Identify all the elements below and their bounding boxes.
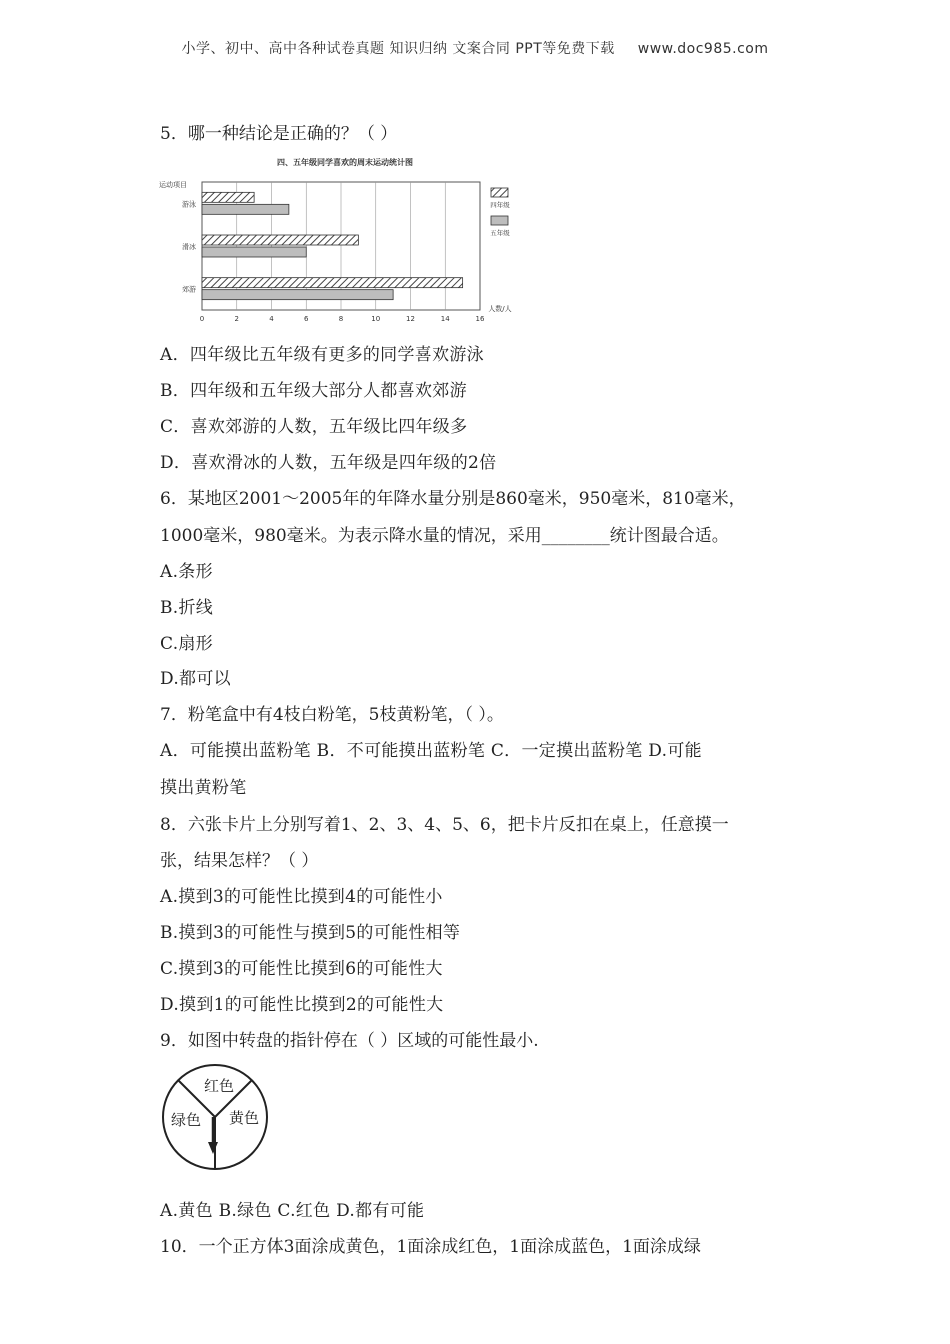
q6-stem-line1: 6．某地区2001～2005年的年降水量分别是860毫米，950毫米，810毫米， [160, 489, 746, 509]
spinner-label-red: 红色 [203, 1077, 235, 1095]
q8-option-b: B.摸到3的可能性与摸到5的可能性相等 [160, 923, 461, 943]
q5-option-b: B．四年级和五年级大部分人都喜欢郊游 [160, 381, 467, 401]
q9-options: A.黄色 B.绿色 C.红色 D.都有可能 [160, 1201, 425, 1221]
q5-option-d: D．喜欢滑冰的人数，五年级是四年级的2倍 [160, 453, 497, 473]
legend-label-grade4: 四年级 [490, 201, 510, 209]
bar-grade4 [202, 278, 463, 288]
legend-label-grade5: 五年级 [490, 229, 510, 237]
bar-grade5 [202, 204, 289, 214]
category-label: 游泳 [182, 200, 196, 209]
spinner-label-yellow: 黄色 [228, 1109, 260, 1127]
q8-option-d: D.摸到1的可能性比摸到2的可能性大 [160, 995, 444, 1015]
header-url[interactable]: www.doc985.com [637, 41, 769, 57]
sports-bar-chart [155, 152, 535, 332]
x-tick-label: 14 [440, 315, 450, 323]
q5-option-a: A．四年级比五年级有更多的同学喜欢游泳 [160, 345, 484, 365]
q6-option-c: C.扇形 [160, 634, 214, 654]
q6-option-a: A.条形 [160, 562, 213, 582]
bar-grade4 [202, 235, 358, 245]
category-label: 郊游 [182, 285, 196, 294]
q6-option-b: B.折线 [160, 598, 214, 618]
q6-stem-line2: 1000毫米，980毫米。为表示降水量的情况，采用________统计图最合适。 [160, 526, 729, 546]
category-label: 滑冰 [182, 243, 196, 251]
x-tick-label: 12 [406, 315, 415, 323]
x-tick-label: 0 [199, 315, 205, 323]
spinner-label-green: 绿色 [170, 1111, 202, 1129]
q8-stem-line2: 张，结果怎样？（ ） [160, 851, 319, 871]
spinner-figure [158, 1062, 274, 1172]
q5-option-c: C．喜欢郊游的人数，五年级比四年级多 [160, 417, 468, 437]
q8-option-c: C.摸到3的可能性比摸到6的可能性大 [160, 959, 443, 979]
chart-legend [490, 188, 510, 237]
x-tick-label: 4 [269, 315, 274, 323]
legend-swatch-grade5 [491, 216, 508, 225]
bar-grade5 [202, 290, 393, 300]
chart-ylabel: 运动项目 [159, 181, 187, 189]
bar-grade5 [202, 247, 306, 257]
q7-options-line1: A．可能摸出蓝粉笔 B．不可能摸出蓝粉笔 C．一定摸出蓝粉笔 D.可能 [160, 741, 702, 761]
header-text: 小学、初中、高中各种试卷真题 知识归纳 文案合同 PPT等免费下载 [181, 41, 615, 57]
chart-title: 四、五年级同学喜欢的周末运动统计图 [277, 158, 413, 167]
q10-stem: 10．一个正方体3面涂成黄色，1面涂成红色，1面涂成蓝色，1面涂成绿 [160, 1237, 701, 1257]
page-header [0, 38, 950, 58]
q8-option-a: A.摸到3的可能性比摸到4的可能性小 [160, 887, 443, 907]
x-tick-label: 16 [475, 315, 485, 323]
q7-options-line2: 摸出黄粉笔 [160, 778, 247, 798]
chart-xlabel: 人数/人 [488, 305, 512, 313]
x-tick-label: 6 [304, 315, 309, 323]
q6-option-d: D.都可以 [160, 669, 231, 689]
q9-stem: 9．如图中转盘的指针停在（ ）区域的可能性最小. [160, 1031, 539, 1051]
x-tick-label: 2 [234, 315, 239, 323]
q7-stem: 7．粉笔盒中有4枝白粉笔，5枝黄粉笔，（ ）。 [160, 705, 504, 725]
bar-grade4 [202, 192, 254, 202]
legend-swatch-grade4 [491, 188, 508, 197]
x-tick-label: 10 [371, 315, 381, 323]
q5-stem: 5．哪一种结论是正确的？（ ） [160, 124, 398, 144]
q8-stem-line1: 8．六张卡片上分别写着1、2、3、4、5、6，把卡片反扣在桌上，任意摸一 [160, 815, 729, 835]
x-tick-label: 8 [338, 315, 344, 323]
